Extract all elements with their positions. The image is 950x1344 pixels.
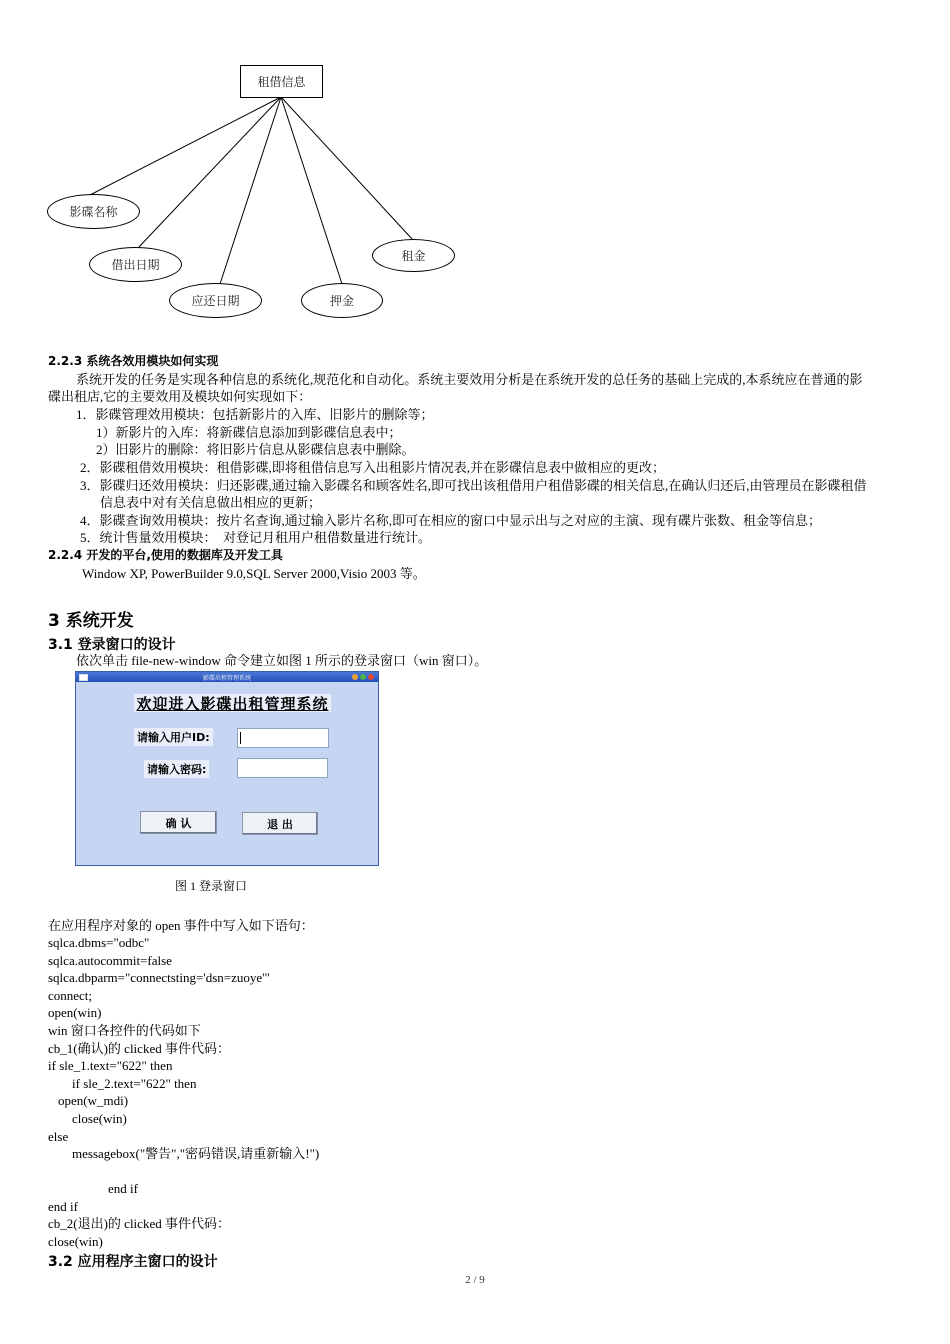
code-line: messagebox("警告","密码错误,请重新输入!") bbox=[72, 1146, 320, 1161]
paragraph-line: 碟出租店,它的主要效用及模块如何实现如下： bbox=[48, 389, 312, 404]
list-item: 1）新影片的入库：将新碟信息添加到影碟信息表中； bbox=[96, 425, 402, 440]
list-item: 3．影碟归还效用模块：归还影碟,通过输入影碟名和顾客姓名,即可找出该租借用户租借影碟的相关信息,在确认归还后,由管理员在影碟租借 bbox=[80, 478, 867, 493]
attribute-deposit bbox=[301, 283, 383, 318]
code-line: close(win) bbox=[48, 1234, 103, 1249]
section-heading-31: 3.1 登录窗口的设计 bbox=[48, 637, 176, 653]
password-label: 请输入密码: bbox=[144, 760, 209, 778]
attribute-label: 租金 bbox=[401, 249, 426, 263]
code-line: open(w_mdi) bbox=[58, 1093, 129, 1108]
login-window-screenshot bbox=[75, 671, 379, 866]
window-controls bbox=[350, 674, 374, 680]
user-id-label: 请输入用户ID: bbox=[134, 728, 213, 746]
entity-rental-info bbox=[240, 65, 323, 98]
code-line: 在应用程序对象的 open 事件中写入如下语句： bbox=[48, 918, 314, 933]
code-line: connect; bbox=[48, 988, 93, 1003]
section-heading-32: 3.2 应用程序主窗口的设计 bbox=[48, 1254, 218, 1270]
attribute-due-date bbox=[169, 283, 262, 318]
code-line: sqlca.dbparm="connectsting='dsn=zuoye'" bbox=[48, 970, 270, 985]
code-line: cb_2(退出)的 clicked 事件代码： bbox=[48, 1216, 230, 1231]
page-number: 2 / 9 bbox=[465, 1274, 485, 1286]
paragraph-line: 系统开发的任务是实现各种信息的系统化,规范化和自动化。系统主要效用分析是在系统开发的总任务的基础上完成的,本系统应在普通的影 bbox=[76, 372, 863, 387]
code-line: close(win) bbox=[72, 1111, 127, 1126]
exit-button: 退 出 bbox=[242, 812, 318, 835]
code-line: if sle_2.text="622" then bbox=[72, 1076, 197, 1091]
list-item: 1．影碟管理效用模块：包括新影片的入库、旧影片的删除等； bbox=[76, 407, 434, 422]
system-menu-icon bbox=[79, 674, 88, 681]
entity-label: 租借信息 bbox=[257, 75, 306, 89]
attribute-lend-date bbox=[89, 247, 182, 282]
password-input bbox=[237, 758, 328, 778]
close-icon bbox=[368, 674, 374, 680]
code-line: open(win) bbox=[48, 1005, 102, 1020]
code-line: sqlca.autocommit=false bbox=[48, 953, 172, 968]
list-item: 信息表中对有关信息做出相应的更新； bbox=[100, 495, 322, 510]
login-heading: 欢迎进入影碟出租管理系统 bbox=[134, 694, 331, 712]
window-title: 影碟出租管理系统 bbox=[202, 674, 251, 682]
list-item: 2．影碟租借效用模块：租借影碟,即将租借信息写入出租影片情况表,并在影碟信息表中做相应的更改； bbox=[80, 460, 666, 475]
user-id-input bbox=[237, 728, 329, 748]
section-heading-224: 2.2.4 开发的平台,使用的数据库及开发工具 bbox=[48, 548, 283, 562]
section-heading-3: 3 系统开发 bbox=[48, 611, 134, 631]
code-line: cb_1(确认)的 clicked 事件代码： bbox=[48, 1041, 230, 1056]
code-line: sqlca.dbms="odbc" bbox=[48, 935, 150, 950]
attribute-label: 借出日期 bbox=[111, 258, 160, 272]
maximize-icon bbox=[360, 674, 366, 680]
attribute-label: 押金 bbox=[329, 294, 354, 308]
code-line: end if bbox=[108, 1181, 138, 1196]
text-cursor bbox=[240, 732, 241, 744]
list-item: 5．统计售量效用模块： 对登记月租用户租借数量进行统计。 bbox=[80, 530, 432, 545]
figure-caption: 图 1 登录窗口 bbox=[175, 879, 248, 893]
attribute-label: 影碟名称 bbox=[69, 205, 118, 219]
list-item: 2）旧影片的删除：将旧影片信息从影碟信息表中删除。 bbox=[96, 442, 415, 457]
window-title-bar bbox=[76, 672, 378, 682]
attribute-disc-name bbox=[47, 194, 140, 229]
code-line: end if bbox=[48, 1199, 78, 1214]
code-line: if sle_1.text="622" then bbox=[48, 1058, 173, 1073]
attribute-rent bbox=[372, 239, 455, 272]
section-heading-223: 2.2.3 系统各效用模块如何实现 bbox=[48, 354, 219, 368]
minimize-icon bbox=[352, 674, 358, 680]
attribute-label: 应还日期 bbox=[191, 294, 240, 308]
code-line: win 窗口各控件的代码如下 bbox=[48, 1023, 201, 1038]
code-line: else bbox=[48, 1129, 69, 1144]
paragraph-line: Window XP, PowerBuilder 9.0,SQL Server 2000,Visio 2003 等。 bbox=[82, 566, 426, 581]
paragraph-line: 依次单击 file-new-window 命令建立如图 1 所示的登录窗口（win 窗口）。 bbox=[76, 653, 488, 668]
list-item: 4．影碟查询效用模块：按片名查询,通过输入影片名称,即可在相应的窗口中显示出与之对应的主演、现有碟片张数、租金等信息； bbox=[80, 513, 822, 528]
ok-button: 确 认 bbox=[140, 811, 217, 834]
